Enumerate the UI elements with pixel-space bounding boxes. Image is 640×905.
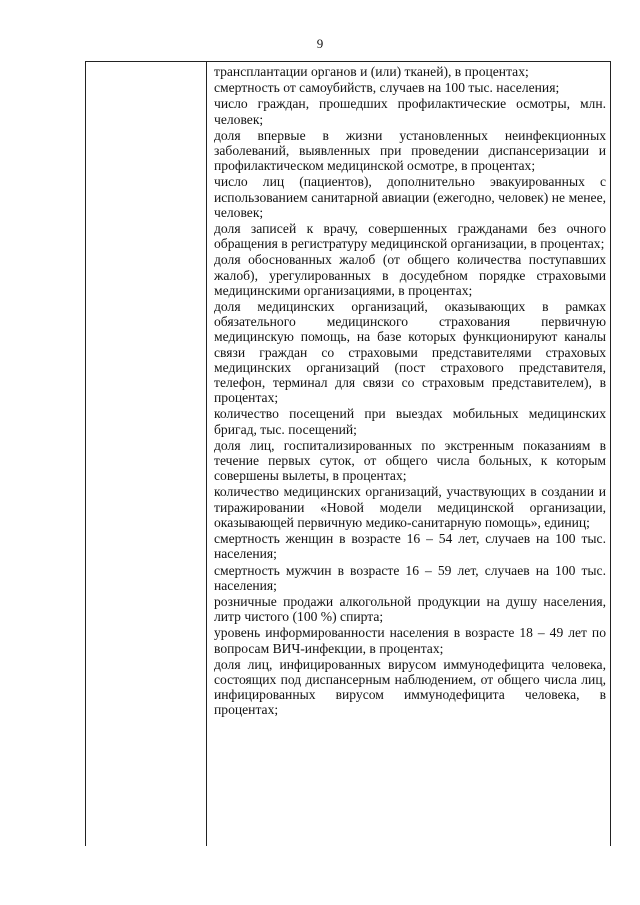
list-item: смертность женщин в возрасте 16 – 54 лет, случаев на 100 тыс. населения;: [214, 531, 606, 562]
list-item: число граждан, прошедших профилактические осмотры, млн. человек;: [214, 96, 606, 127]
list-item: розничные продажи алкогольной продукции на душу населения, литр чистого (100 %) спирта;: [214, 593, 606, 625]
list-item: доля лиц, инфицированных вирусом иммунодефицита человека, состоящих под диспансерным наблюдением, от общего числа лиц, инфицированных вирусом иммунодефицита человека, в процентах;: [214, 656, 606, 718]
list-item: уровень информированности населения в возрасте 18 – 49 лет по вопросам ВИЧ-инфекции, в процентах;: [214, 625, 606, 656]
list-item: доля медицинских организаций, оказывающих в рамках обязательного медицинского страхования первичную медицинскую помощь, на базе которых функционируют каналы связи граждан со страховыми представителями страховых медицинских организаций (пост страхового представителя, телефон, терминал для связи со страховым представителем), в процентах;: [214, 299, 606, 406]
list-item: доля записей к врачу, совершенных гражданами без очного обращения в регистратуру медицинской организации, в процентах;: [214, 221, 606, 252]
list-item: доля обоснованных жалоб (от общего количества поступавших жалоб), урегулированных в досудебном порядке страховыми медицинскими организациями, в процентах;: [214, 252, 606, 298]
list-item: число лиц (пациентов), дополнительно эвакуированных с использованием санитарной авиации (ежегодно, человек) не менее, человек;: [214, 174, 606, 220]
list-item: доля впервые в жизни установленных неинфекционных заболеваний, выявленных при проведении диспансеризации и профилактическом медицинской осмотре, в процентах;: [214, 127, 606, 174]
list-item: количество медицинских организаций, участвующих в создании и тиражировании «Новой модели медицинской организации, оказывающей первичную медико-санитарную помощь», единиц;: [214, 484, 606, 530]
list-item: смертность мужчин в возрасте 16 – 59 лет, случаев на 100 тыс. населения;: [214, 562, 606, 593]
list-item: количество посещений при выездах мобильных медицинских бригад, тыс. посещений;: [214, 406, 606, 437]
page-number: 9: [316, 36, 324, 51]
document-table: [85, 61, 611, 846]
list-item: смертность от самоубийств, случаев на 100 тыс. населения;: [214, 80, 560, 96]
list-item: доля лиц, госпитализированных по экстренным показаниям в течение первых суток, от общего числа больных, к которым совершены вылеты, в процентах;: [214, 437, 606, 484]
list-item: трансплантации органов и (или) тканей), в процентах;: [214, 64, 529, 79]
indicator-list: [214, 64, 606, 718]
column-divider: [206, 62, 207, 846]
